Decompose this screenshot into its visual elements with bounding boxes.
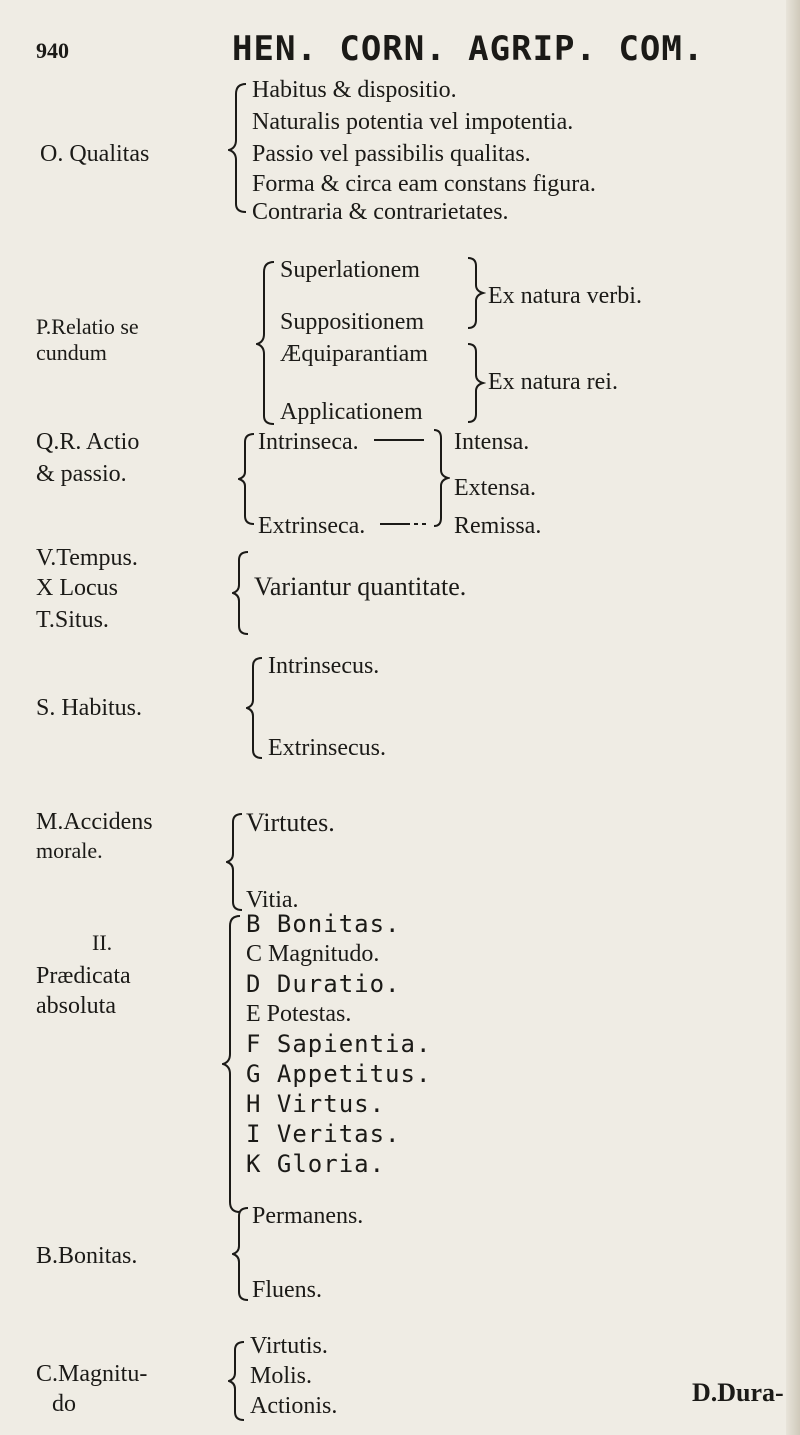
relatio-note: Ex natura rei. <box>488 369 618 395</box>
tempus-label: V.Tempus. <box>36 545 138 571</box>
actio-result: Intensa. <box>454 429 530 455</box>
praedicata-brace <box>222 912 244 1218</box>
actio-result: Remissa. <box>454 513 542 539</box>
actio-brace <box>238 430 258 528</box>
relatio-item: Suppositionem <box>280 309 425 335</box>
bonitas-brace <box>232 1204 252 1304</box>
praedicata-label-cont: absoluta <box>36 993 116 1019</box>
habitus-label: S. Habitus. <box>36 695 143 721</box>
relatio-item: Superlationem <box>280 257 420 283</box>
praedicata-item: E Potestas. <box>246 1001 352 1027</box>
relatio-label-cont: cundum <box>36 340 107 365</box>
locus-label: X Locus <box>36 575 118 601</box>
actio-label-cont: & passio. <box>36 461 127 487</box>
actio-item: Intrinseca. <box>258 429 359 455</box>
habitus-item: Extrinsecus. <box>268 735 386 761</box>
dash-line <box>380 522 426 526</box>
habitus-item: Intrinsecus. <box>268 653 380 679</box>
relatio-item: Applicationem <box>280 399 423 425</box>
praedicata-item: I Veritas. <box>246 1120 401 1148</box>
habitus-brace <box>246 654 266 762</box>
praedicata-item: B Bonitas. <box>246 910 401 938</box>
dash-line <box>374 438 426 442</box>
qualitas-item: Naturalis potentia vel impotentia. <box>252 109 574 135</box>
bonitas-item: Permanens. <box>252 1203 364 1229</box>
accidens-brace <box>226 810 246 914</box>
running-title: HEN. CORN. AGRIP. COM. <box>232 29 705 69</box>
actio-result-brace <box>430 426 450 530</box>
magnitudo-item: Actionis. <box>250 1393 338 1419</box>
actio-label: Q.R. Actio <box>36 429 140 455</box>
praedicata-item: D Duratio. <box>246 970 401 998</box>
bonitas-item: Fluens. <box>252 1277 323 1303</box>
qualitas-item: Habitus & dispositio. <box>252 77 457 103</box>
magnitudo-label-cont: do <box>52 1391 76 1417</box>
praedicata-number: II. <box>92 930 113 955</box>
situs-label: T.Situs. <box>36 607 109 633</box>
relatio-note-brace <box>464 340 486 426</box>
actio-item: Extrinseca. <box>258 513 366 539</box>
magnitudo-item: Virtutis. <box>250 1333 328 1359</box>
accidens-item: Vitia. <box>246 887 299 913</box>
page-edge <box>786 0 800 1435</box>
relatio-item: Æquiparantiam <box>280 341 428 367</box>
tempus-brace <box>232 548 252 638</box>
relatio-brace <box>256 258 278 430</box>
praedicata-item: K Gloria. <box>246 1150 386 1178</box>
accidens-item: Virtutes. <box>246 808 335 837</box>
qualitas-item: Passio vel passibilis qualitas. <box>252 141 531 167</box>
relatio-label: P.Relatio se <box>36 314 139 339</box>
relatio-note: Ex natura verbi. <box>488 283 642 309</box>
qualitas-brace <box>228 80 250 216</box>
praedicata-item: C Magnitudo. <box>246 941 380 967</box>
qualitas-label: O. Qualitas <box>40 141 150 167</box>
accidens-label: M.Accidens <box>36 809 153 835</box>
qualitas-item: Contraria & contrarietates. <box>252 199 509 225</box>
page-number: 940 <box>36 38 69 63</box>
praedicata-item: H Virtus. <box>246 1090 386 1118</box>
magnitudo-label: C.Magnitu- <box>36 1361 148 1387</box>
actio-result: Extensa. <box>454 475 536 501</box>
tempus-note: Variantur quantitate. <box>254 572 467 601</box>
relatio-note-brace <box>464 254 486 332</box>
praedicata-item: F Sapientia. <box>246 1030 432 1058</box>
accidens-label-cont: morale. <box>36 838 103 863</box>
qualitas-item: Forma & circa eam constans figura. <box>252 171 596 197</box>
magnitudo-item: Molis. <box>250 1363 313 1389</box>
magnitudo-brace <box>228 1338 248 1424</box>
praedicata-label: Prædicata <box>36 963 131 989</box>
catchword: D.Dura- <box>692 1378 784 1407</box>
bonitas-label: B.Bonitas. <box>36 1243 138 1269</box>
praedicata-item: G Appetitus. <box>246 1060 432 1088</box>
